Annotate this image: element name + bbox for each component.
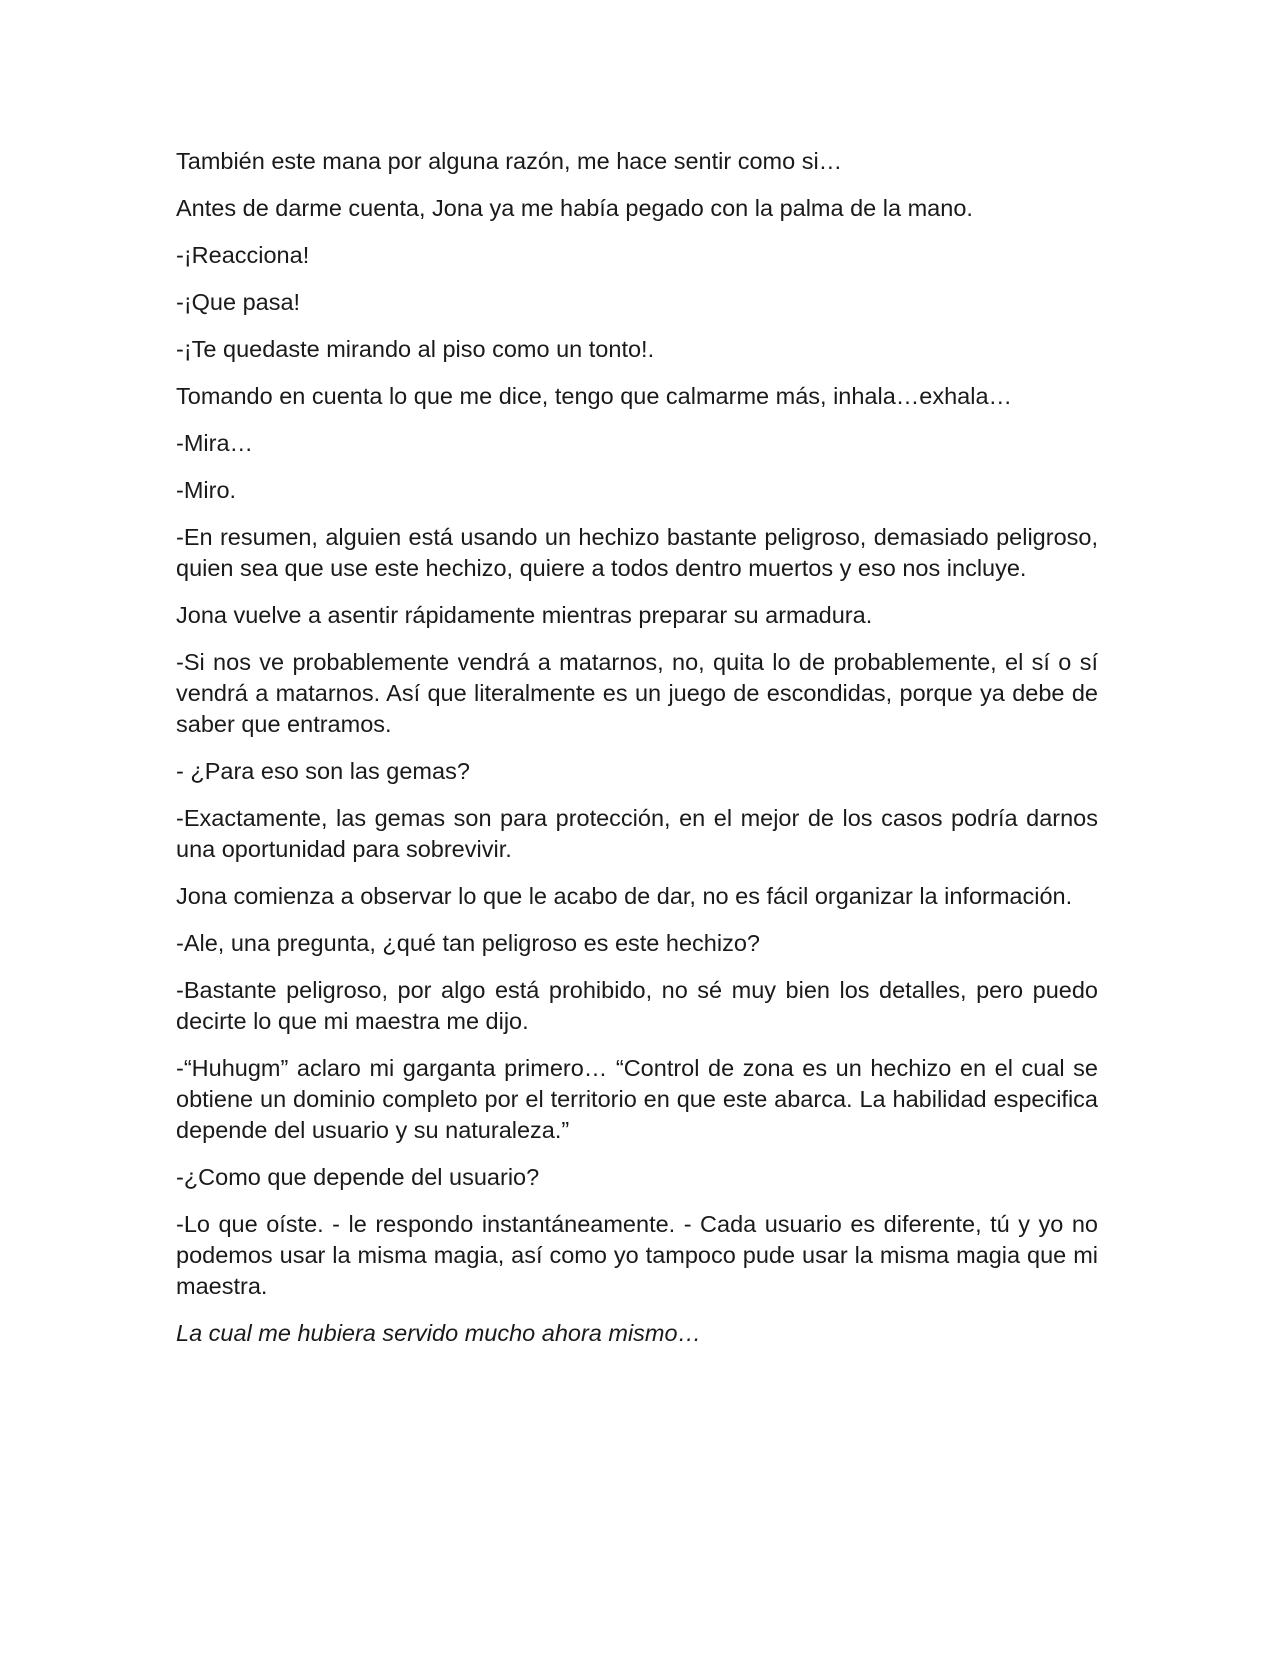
paragraph: -En resumen, alguien está usando un hechizo bastante peligroso, demasiado peligroso, quien sea que use este hechizo, quiere a todos dentro muertos y eso nos incluye.	[176, 524, 1098, 581]
paragraph: -Bastante peligroso, por algo está prohibido, no sé muy bien los detalles, pero puedo decirte lo que mi maestra me dijo.	[176, 977, 1098, 1034]
document-body	[176, 146, 1098, 1365]
paragraph: -¿Como que depende del usuario?	[176, 1164, 540, 1190]
paragraph: -¡Reacciona!	[176, 242, 310, 268]
paragraph: -Ale, una pregunta, ¿qué tan peligroso es este hechizo?	[176, 930, 760, 956]
paragraph: También este mana por alguna razón, me hace sentir como si…	[176, 148, 843, 174]
paragraph: Jona vuelve a asentir rápidamente mientras preparar su armadura.	[176, 602, 873, 628]
paragraph: Antes de darme cuenta, Jona ya me había pegado con la palma de la mano.	[176, 195, 973, 221]
paragraph: -Si nos ve probablemente vendrá a matarnos, no, quita lo de probablemente, el sí o sí vendrá a matarnos. Así que literalmente es un juego de escondidas, porque ya debe de saber que entramos.	[176, 649, 1098, 737]
paragraph: -Mira…	[176, 430, 254, 456]
paragraph: -Lo que oíste. - le respondo instantáneamente. - Cada usuario es diferente, tú y yo no podemos usar la misma magia, así como yo tampoco pude usar la misma magia que mi maestra.	[176, 1211, 1098, 1299]
paragraph: -¡Te quedaste mirando al piso como un tonto!.	[176, 336, 655, 362]
paragraph: -Exactamente, las gemas son para protección, en el mejor de los casos podría darnos una oportunidad para sobrevivir.	[176, 805, 1098, 862]
paragraph: -“Huhugm” aclaro mi garganta primero… “Control de zona es un hechizo en el cual se obtiene un dominio completo por el territorio en que este abarca. La habilidad especifica depende del usuario y su naturaleza.”	[176, 1055, 1098, 1143]
paragraph: -¡Que pasa!	[176, 289, 301, 315]
paragraph: - ¿Para eso son las gemas?	[176, 758, 470, 784]
paragraph-italic: La cual me hubiera servido mucho ahora mismo…	[176, 1320, 702, 1346]
paragraph: -Miro.	[176, 477, 237, 503]
paragraph: Tomando en cuenta lo que me dice, tengo que calmarme más, inhala…exhala…	[176, 383, 1013, 409]
paragraph: Jona comienza a observar lo que le acabo de dar, no es fácil organizar la información.	[176, 883, 1073, 909]
